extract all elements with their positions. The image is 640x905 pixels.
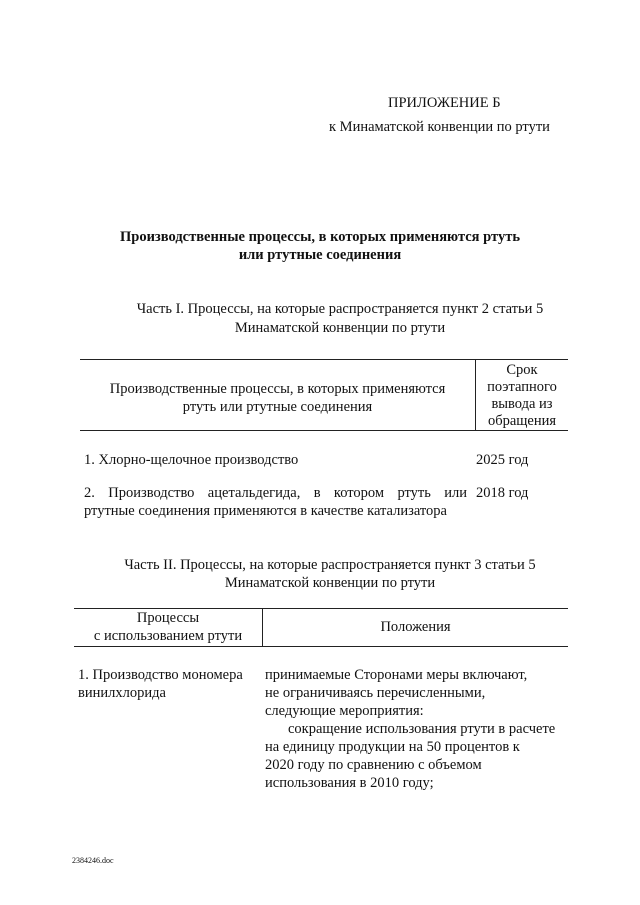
part2-heading-line1: Часть II. Процессы, на которые распространяется пункт 3 статьи 5 — [124, 557, 536, 573]
part2-row1-process-line1: 1. Производство мономера — [78, 667, 243, 683]
part2-col2-header: Положения — [380, 619, 451, 635]
part1-row1-process: 1. Хлорно-щелочное производство — [84, 452, 299, 468]
appendix-label: ПРИЛОЖЕНИЕ Б — [388, 95, 501, 111]
part1-col2-header-line1: Срок — [506, 362, 538, 378]
document-title-line2: или ртутные соединения — [238, 247, 402, 263]
part1-col1-header-line2: ртуть или ртутные соединения — [182, 399, 373, 415]
part2-row1-process-line2: винилхлорида — [78, 685, 166, 701]
part1-col2-header-line2: поэтапного — [487, 379, 557, 395]
part1-row2-date: 2018 год — [476, 485, 529, 501]
part2-table-header-bottom-border — [74, 646, 568, 647]
part2-row1-provision-line2: не ограничиваясь перечисленными, — [265, 685, 486, 701]
footer-filename: 2384246.doc — [72, 856, 114, 865]
part2-row1-provision-line1: принимаемые Сторонами меры включают, — [265, 667, 528, 683]
part1-table-top-border — [80, 359, 568, 360]
part1-col2-header-line3: вывода из — [491, 396, 553, 412]
part2-col1-header-line2: с использованием ртути — [93, 628, 243, 644]
document-title-line1: Производственные процессы, в которых применяются ртуть — [119, 229, 520, 245]
part2-row1-provision-line4: сокращение использования ртути в расчете — [288, 721, 556, 737]
part1-heading-line1: Часть I. Процессы, на которые распространяется пункт 2 статьи 5 — [136, 301, 544, 317]
part1-row2-process-line2: ртутные соединения применяются в качестве катализатора — [84, 503, 447, 519]
part2-row1-provision-line3: следующие мероприятия: — [265, 703, 424, 719]
part2-row1-provision-line6: 2020 году по сравнению с объемом — [265, 757, 482, 773]
part2-heading-line2: Минаматской конвенции по ртути — [224, 575, 436, 591]
part1-col2-header-line4: обращения — [487, 413, 557, 429]
part1-row2-process-line1: 2. Производство ацетальдегида, в котором ртуть или — [84, 485, 467, 501]
part2-row1-provision-line5: на единицу продукции на 50 процентов к — [265, 739, 520, 755]
part1-col1-header-line1: Производственные процессы, в которых применяются — [109, 381, 446, 397]
part1-row1-date: 2025 год — [476, 452, 529, 468]
part2-col1-header-line1: Процессы — [136, 610, 200, 626]
part1-heading-line2: Минаматской конвенции по ртути — [234, 320, 446, 336]
appendix-subtitle: к Минаматской конвенции по ртути — [329, 119, 550, 135]
part2-row1-provision-line7: использования в 2010 году; — [265, 775, 434, 791]
